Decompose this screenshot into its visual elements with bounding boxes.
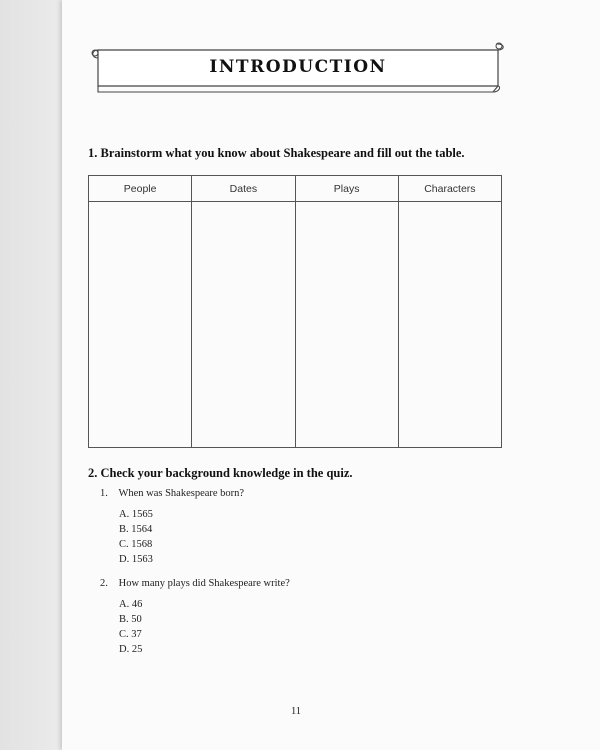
answer-option[interactable]: A. 1565 (119, 509, 153, 520)
question-text: How many plays did Shakespeare write? (118, 578, 290, 589)
answer-options (119, 597, 142, 657)
answer-option[interactable]: A. 46 (119, 599, 143, 610)
answer-option[interactable]: C. 1568 (119, 539, 153, 550)
column-header-characters: Characters (398, 176, 501, 202)
column-header-plays: Plays (295, 176, 398, 202)
brainstorm-table (88, 175, 502, 448)
table-cell-people[interactable] (89, 202, 192, 448)
bleed-through-text (405, 316, 475, 406)
quiz-question (100, 578, 290, 589)
column-header-people: People (89, 176, 192, 202)
table-cell-plays[interactable] (295, 202, 398, 448)
page-gutter (0, 0, 62, 750)
column-header-dates: Dates (192, 176, 295, 202)
question-number: 2. (100, 578, 108, 589)
answer-option[interactable]: C. 37 (119, 629, 142, 640)
answer-option[interactable]: D. 1563 (119, 554, 153, 565)
page-title: INTRODUCTION (209, 57, 387, 77)
brainstorm-heading: 1. Brainstorm what you know about Shakespeare and fill out the table. (88, 146, 465, 160)
quiz-question (100, 488, 244, 499)
table-cell-dates[interactable] (192, 202, 295, 448)
answer-option[interactable]: D. 25 (119, 644, 143, 655)
answer-options (119, 507, 153, 567)
page-number: 11 (290, 706, 302, 717)
answer-option[interactable]: B. 50 (119, 614, 142, 625)
question-text: When was Shakespeare born? (118, 488, 245, 499)
question-number: 1. (100, 488, 108, 499)
title-banner (88, 40, 508, 98)
quiz-heading: 2. Check your background knowledge in the quiz. (88, 466, 353, 480)
answer-option[interactable]: B. 1564 (119, 524, 153, 535)
